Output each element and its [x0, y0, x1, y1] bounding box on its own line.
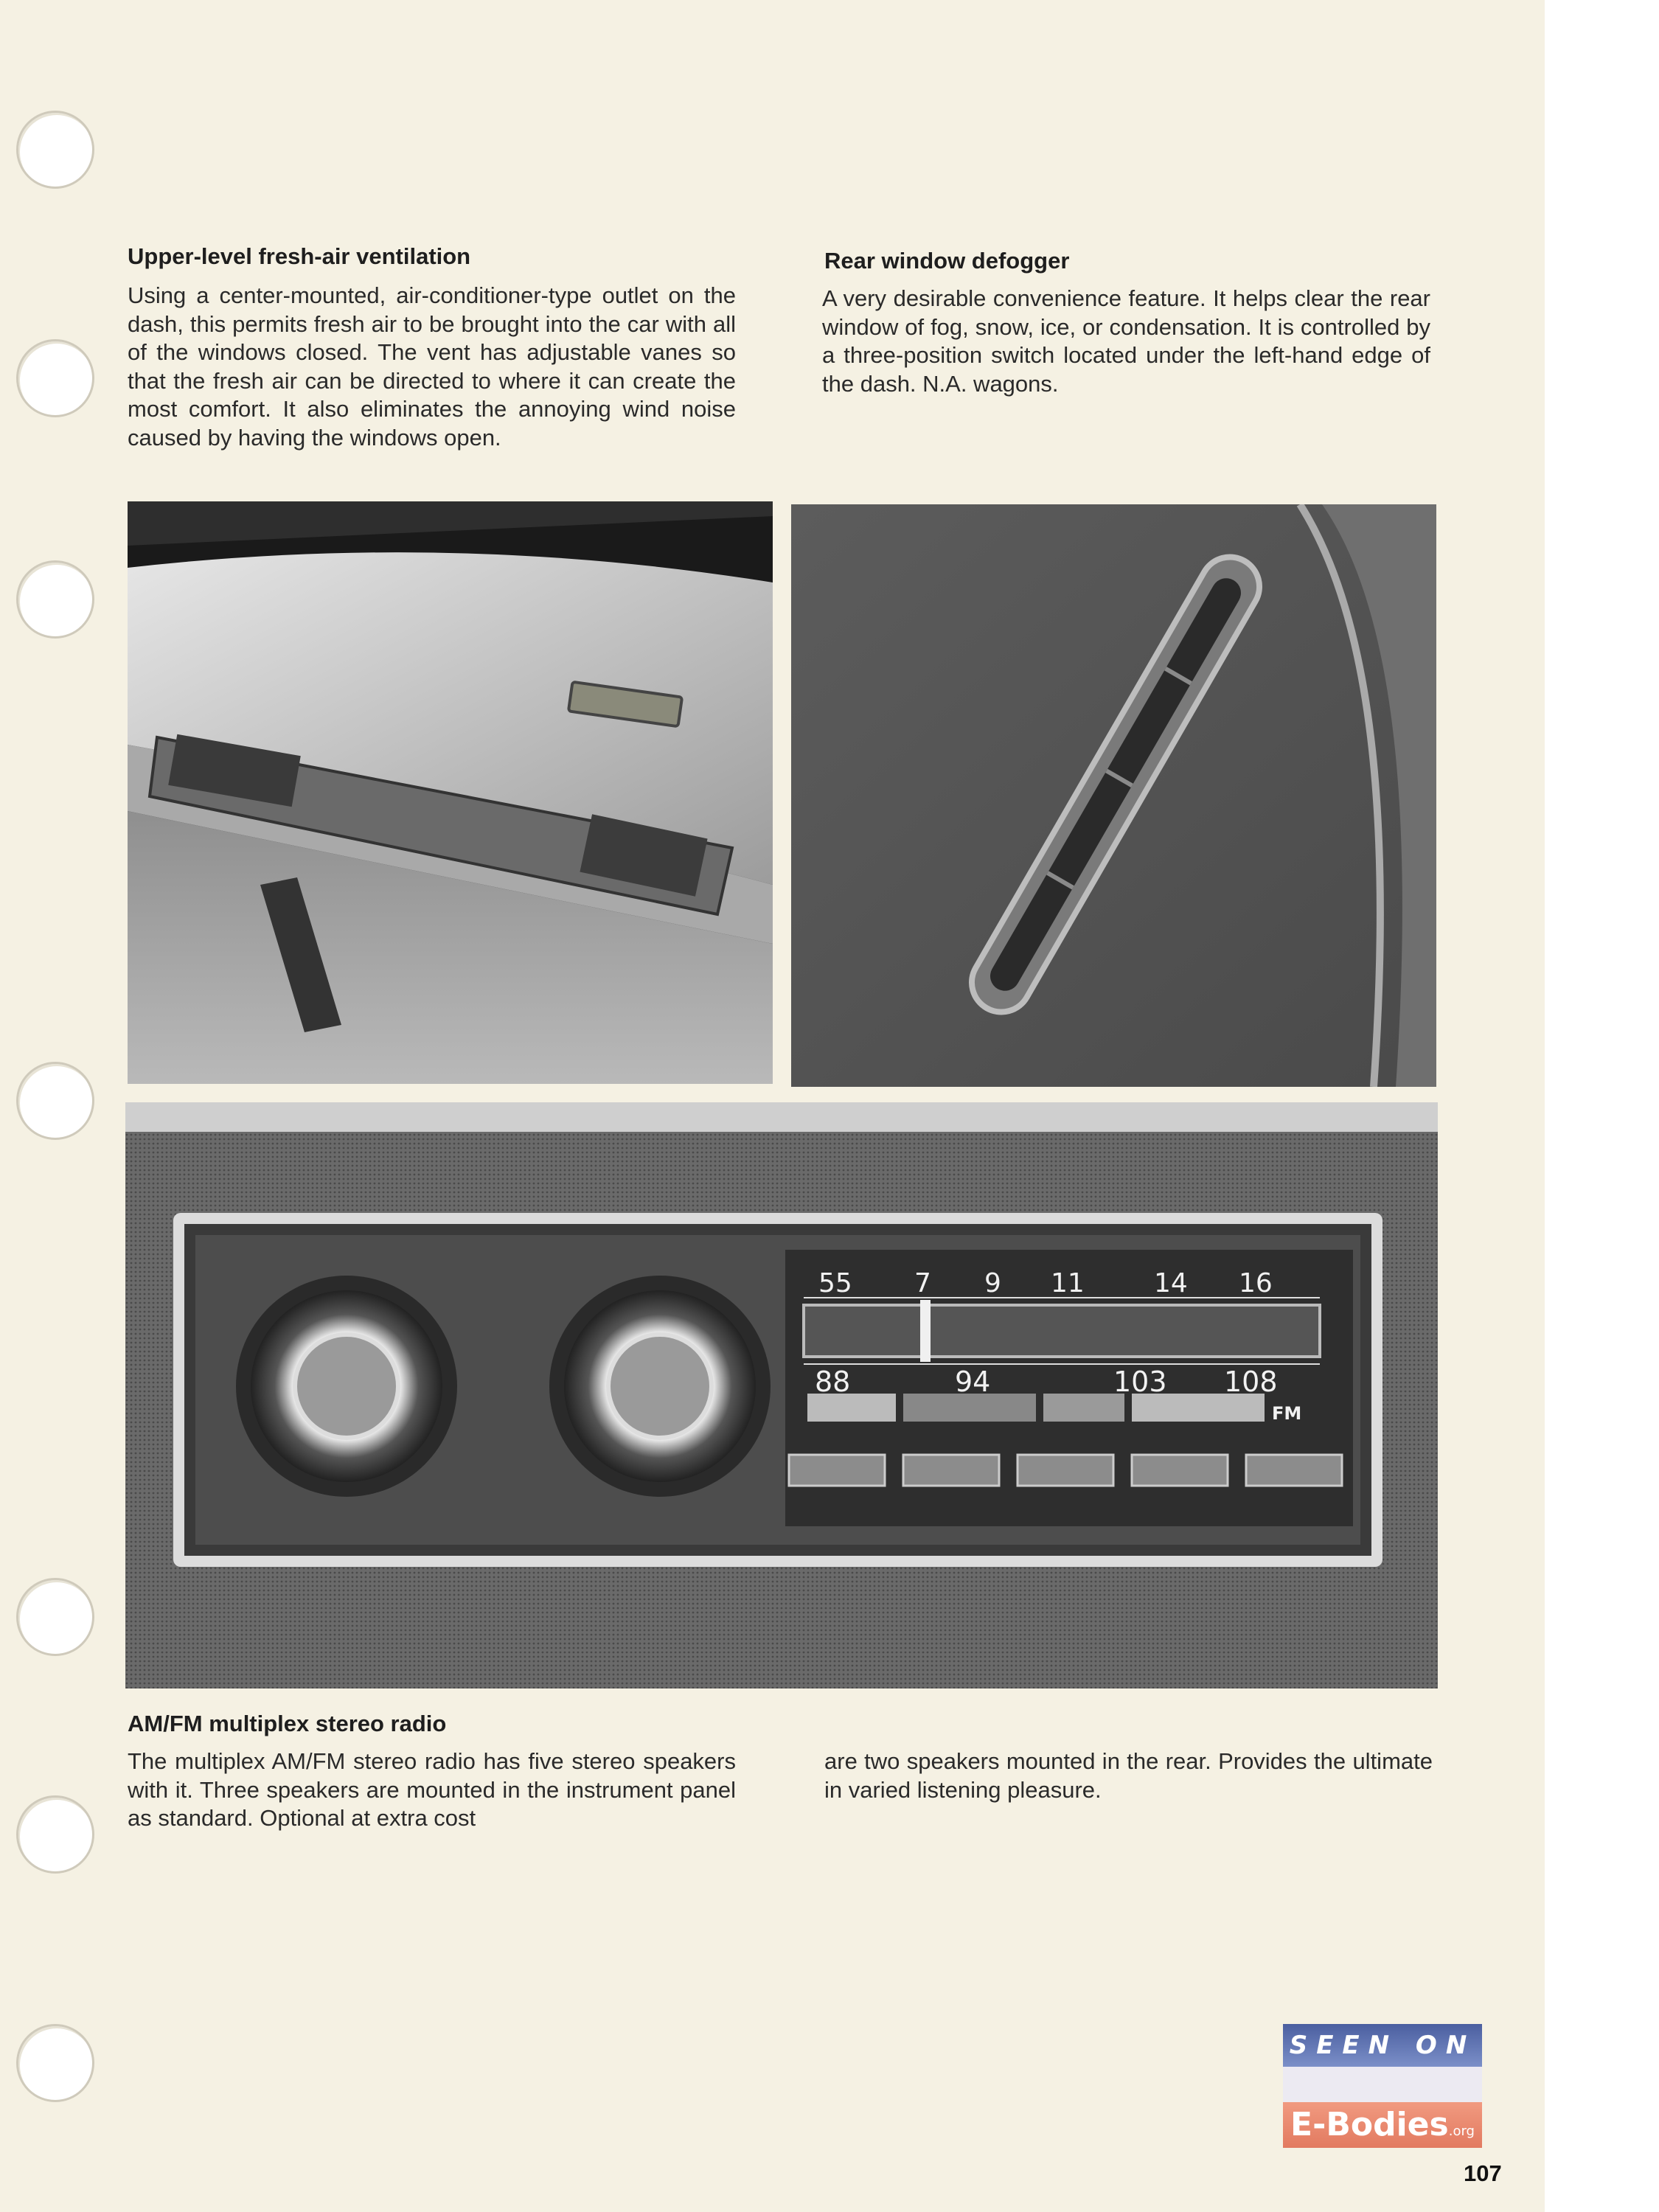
am-dial-label: 7 — [914, 1268, 931, 1298]
radio-text-right: are two speakers mounted in the rear. Provides the ultimate in varied listening pleasure. — [824, 1748, 1433, 1803]
am-dial-label: 11 — [1051, 1268, 1085, 1298]
am-dial-label: 55 — [818, 1268, 852, 1298]
defogger-text: A very desirable convenience feature. It helps clear the rear window of fog, snow, ice, or condensation. It is controlled by a three-position switch located under the left-hand edge of the dash. N.A. wagons. — [822, 285, 1430, 397]
ventilation-text: Using a center-mounted, air-conditioner-type outlet on the dash, this permits fresh air to be brought into the car with all of the windows closed. The vent has adjustable vanes so that the fresh air can be directed to where it can create the most comfort. It also eliminates the annoying wind noise caused by having the windows open. — [128, 282, 736, 451]
binder-hole — [16, 1062, 94, 1140]
radio-heading: AM/FM multiplex stereo radio — [128, 1711, 447, 1736]
binder-hole — [16, 111, 94, 189]
badge-suffix-text: .org — [1448, 2124, 1475, 2139]
binder-hole — [16, 1578, 94, 1656]
fm-dial-label: 94 — [955, 1366, 991, 1398]
badge-bottom-text: E-Bodies — [1290, 2106, 1449, 2143]
fm-band-label: FM — [1272, 1403, 1302, 1424]
binder-hole — [16, 1795, 94, 1874]
badge-bottom — [1283, 2102, 1482, 2148]
binder-hole — [16, 2024, 94, 2102]
page-edge — [1545, 0, 1659, 2212]
am-dial-label: 14 — [1154, 1268, 1188, 1298]
fm-dial-label: 103 — [1113, 1366, 1167, 1398]
ventilation-heading: Upper-level fresh-air ventilation — [128, 243, 471, 269]
seen-on-ebodies-badge — [1283, 2024, 1482, 2148]
badge-top-text: SEEN ON — [1283, 2024, 1482, 2067]
rear-defogger-photo — [791, 504, 1436, 1087]
dashboard-vent-photo — [128, 501, 773, 1084]
fm-dial-label: 108 — [1224, 1366, 1278, 1398]
fm-dial-label: 88 — [815, 1366, 851, 1398]
binder-hole — [16, 339, 94, 417]
radio-text-left: The multiplex AM/FM stereo radio has five stereo speakers with it. Three speakers are mounted in the instrument panel as standard. Optional at extra cost — [128, 1748, 736, 1831]
stereo-radio-photo — [125, 1102, 1438, 1688]
am-dial-label: 16 — [1239, 1268, 1273, 1298]
defogger-heading: Rear window defogger — [824, 248, 1070, 274]
binder-hole — [16, 560, 94, 639]
page-number: 107 — [1464, 2160, 1502, 2186]
am-dial-label: 9 — [984, 1268, 1001, 1298]
badge-car-silhouette — [1283, 2067, 1482, 2102]
